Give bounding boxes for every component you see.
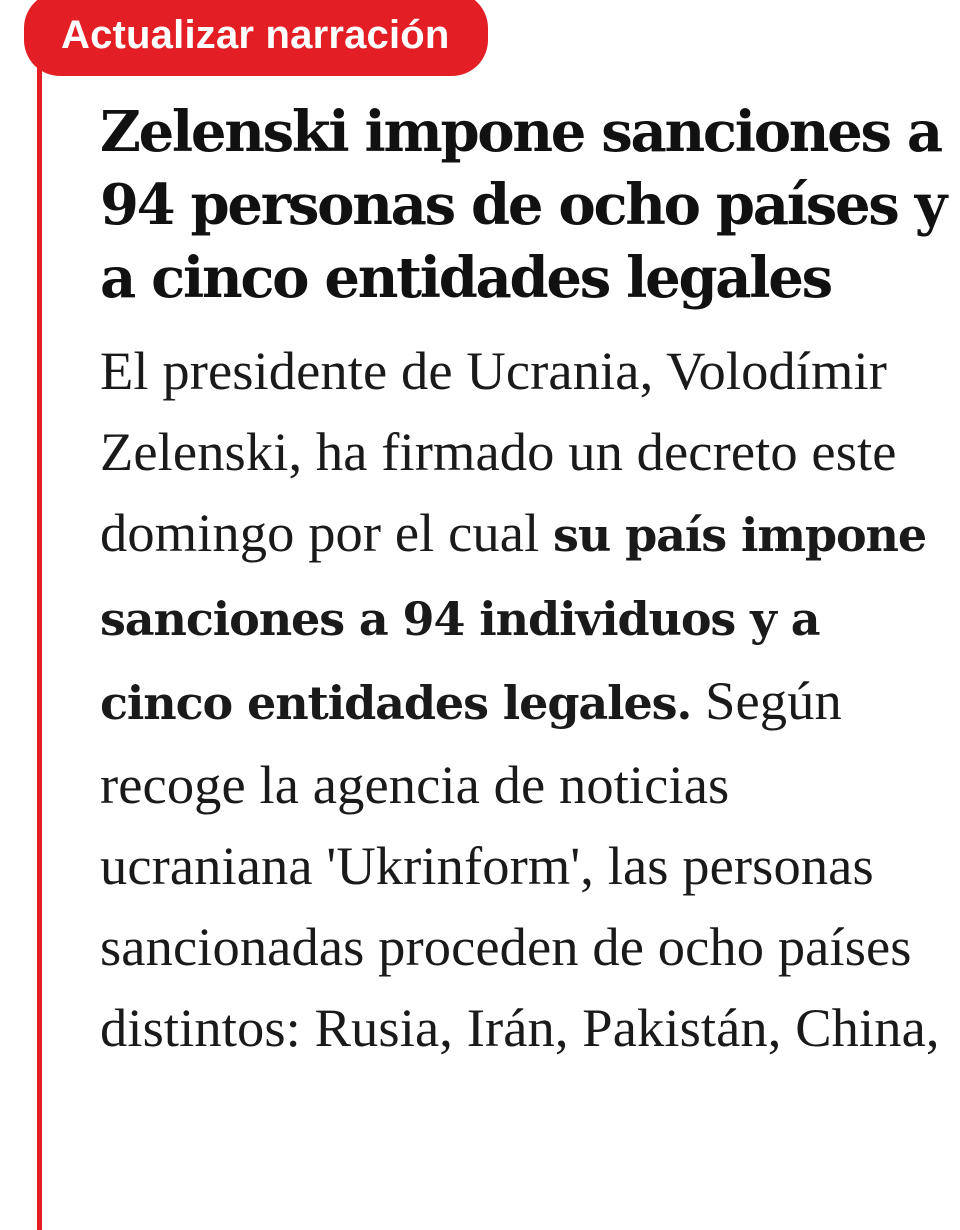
article-body bbox=[100, 330, 945, 1068]
timeline-line bbox=[37, 40, 42, 1230]
article-body-highlight: su país impone sanciones a 94 individuos y a cinco entidades legales. bbox=[100, 508, 927, 730]
article-body-intro: El presidente de Ucrania, Volodímir Zelenski, ha firmado un decreto este domingo por el cual bbox=[100, 340, 897, 563]
update-narration-label: Actualizar narración bbox=[61, 13, 450, 57]
update-narration-button[interactable] bbox=[24, 0, 488, 76]
article-body-rest: Según recoge la agencia de noticias ucraniana 'Ukrinform', las personas sancionadas proceden de ocho países distintos: Rusia, Irán, Pakistán, China, bbox=[100, 670, 940, 1058]
article-entry bbox=[100, 96, 945, 1068]
article-headline: Zelenski impone sanciones a 94 personas de ocho países y a cinco entidades legales bbox=[100, 99, 945, 311]
